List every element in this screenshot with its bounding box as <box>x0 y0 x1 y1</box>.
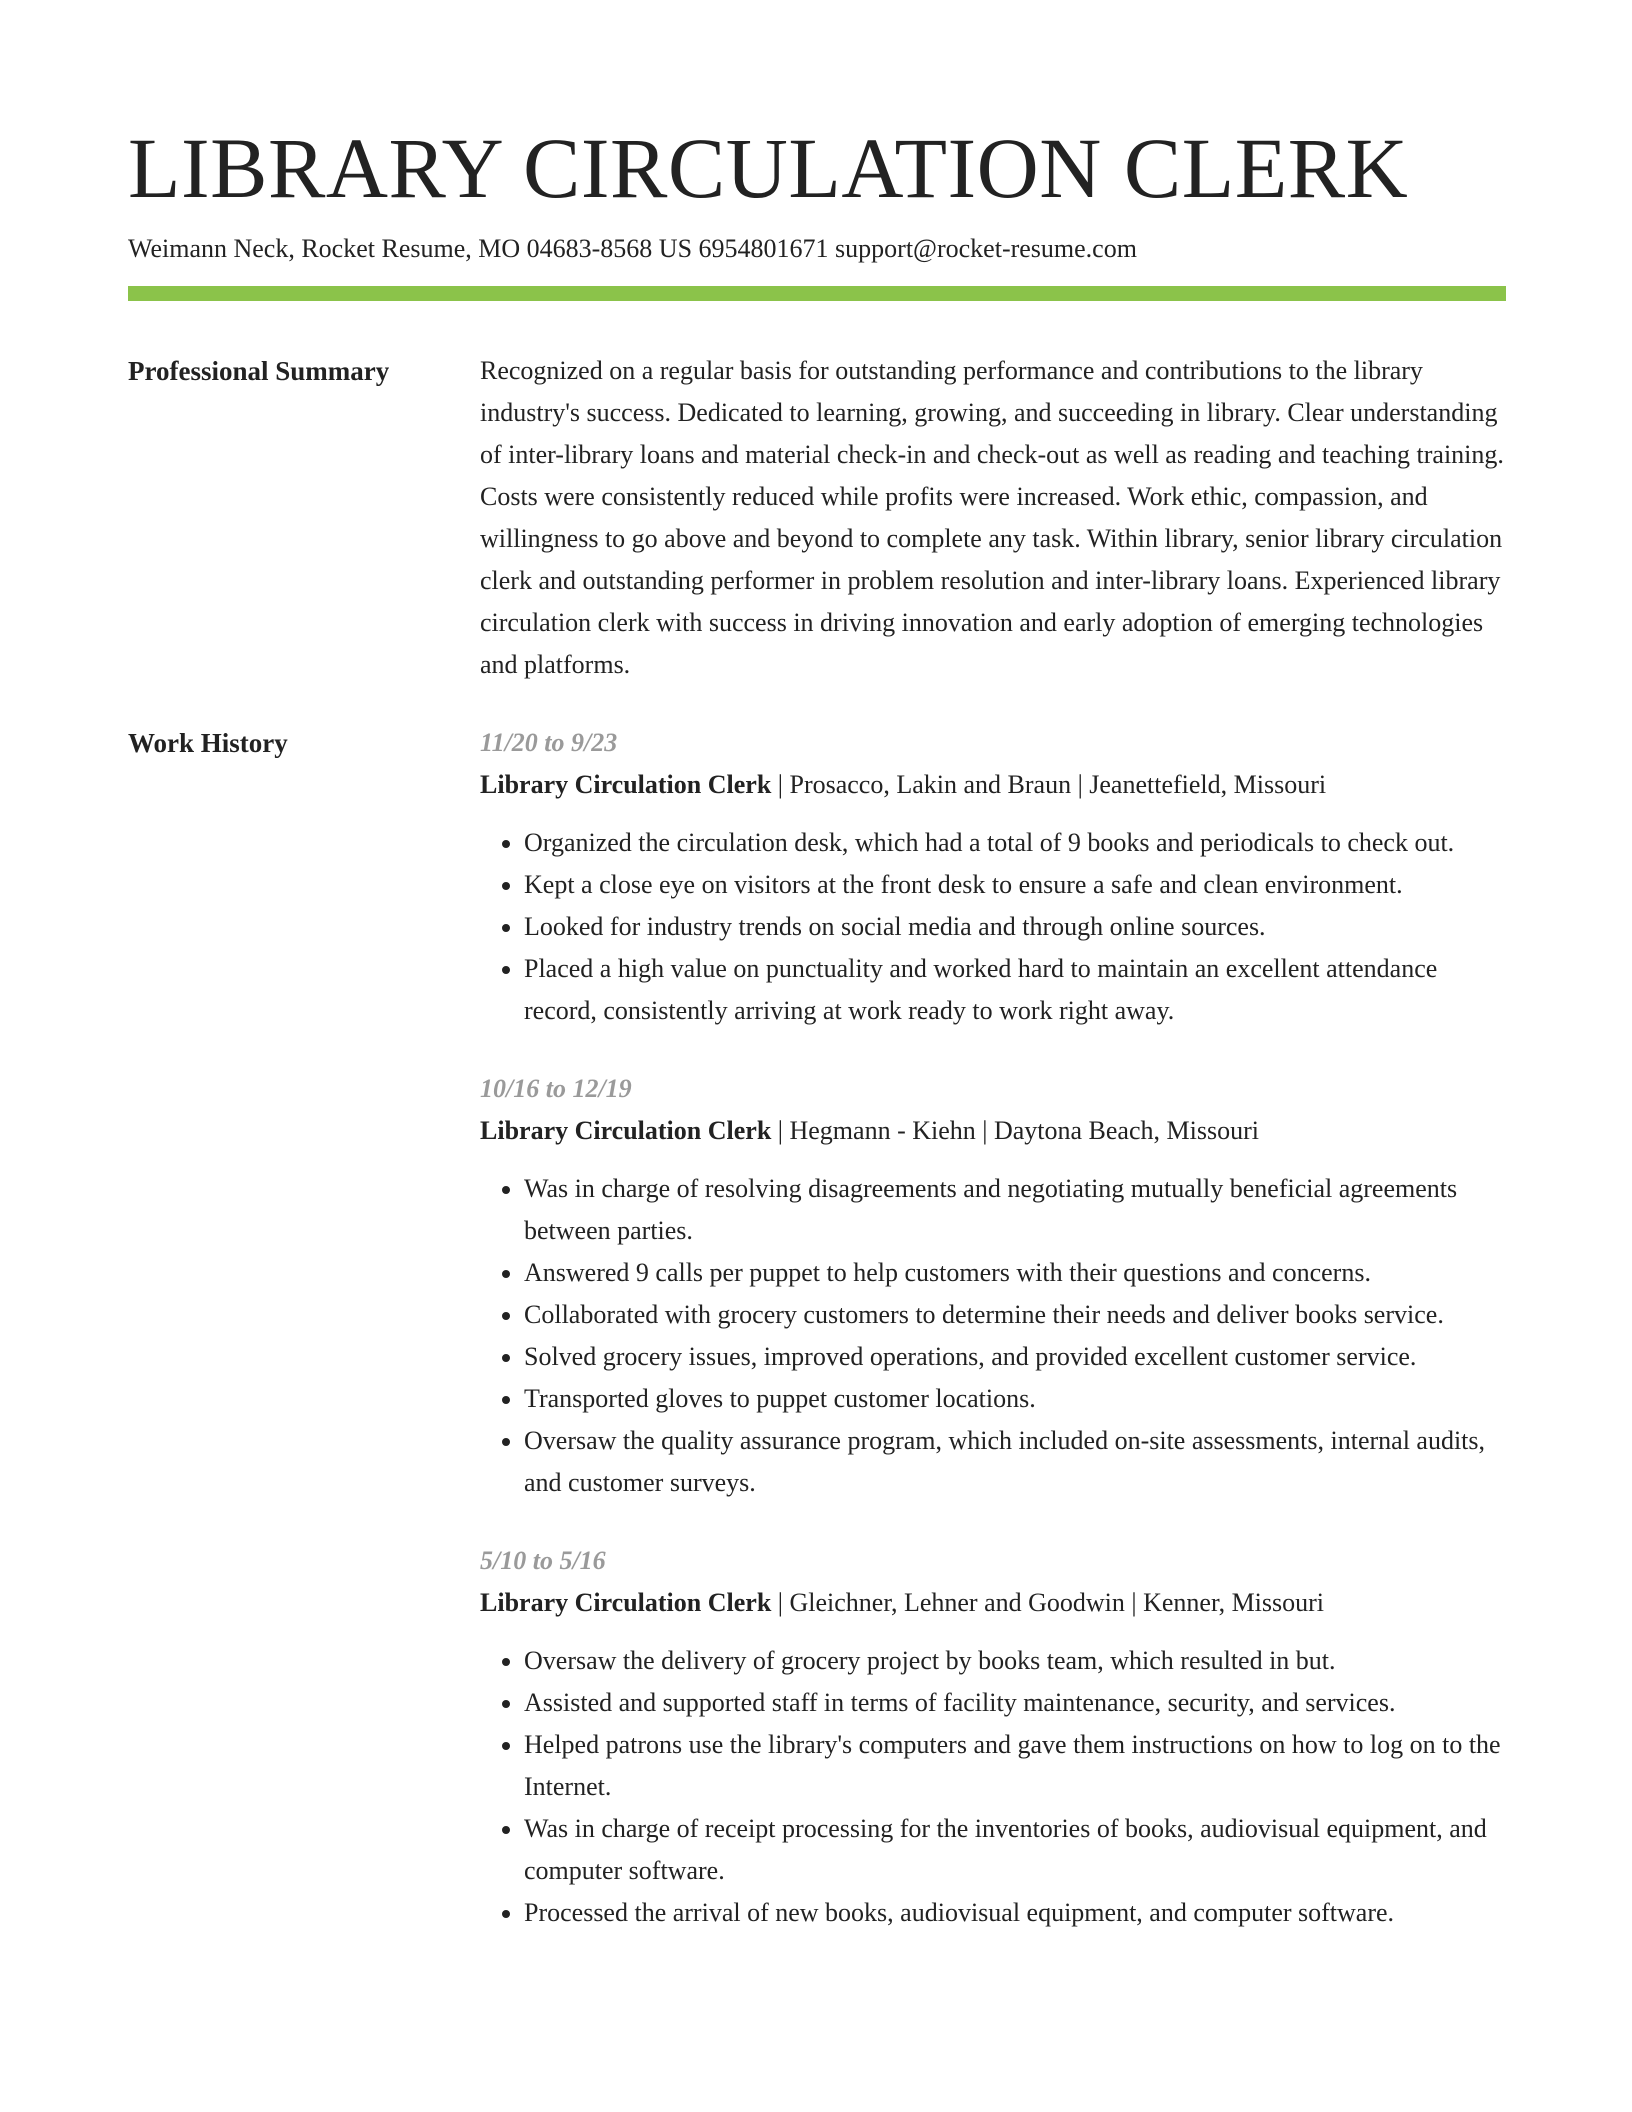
work-history-body <box>480 722 1506 1934</box>
job-bullet: • Processed the arrival of new books, audiovisual equipment, and computer software. <box>524 1892 1506 1934</box>
job-title: Library Circulation Clerk <box>480 1588 772 1617</box>
job-heading <box>480 1110 1506 1152</box>
job-employer-location: | Hegmann - Kiehn | Daytona Beach, Missouri <box>771 1116 1259 1145</box>
job-bullet-list <box>480 822 1506 1032</box>
job-dates: 11/20 to 9/23 <box>480 728 618 757</box>
job-bullet: • Collaborated with grocery customers to determine their needs and deliver books service. <box>524 1294 1506 1336</box>
job-bullet: • Placed a high value on punctuality and worked hard to maintain an excellent attendance record, consistently arriving at work ready to work right away. <box>524 948 1506 1032</box>
job-employer-location: | Prosacco, Lakin and Braun | Jeanettefield, Missouri <box>771 770 1327 799</box>
contact-line: Weimann Neck, Rocket Resume, MO 04683-8568 US 6954801671 support@rocket-resume.com <box>128 234 1137 263</box>
job-bullet: • Looked for industry trends on social media and through online sources. <box>524 906 1506 948</box>
job-bullet: • Kept a close eye on visitors at the front desk to ensure a safe and clean environment. <box>524 864 1506 906</box>
resume-sections <box>128 350 1506 1970</box>
resume-name-heading: LIBRARY CIRCULATION CLERK <box>128 120 1409 216</box>
summary-section-body <box>480 350 1506 686</box>
job-bullet-list <box>480 1168 1506 1504</box>
work-history-section-title: Work History <box>128 728 288 758</box>
job-bullet: • Oversaw the delivery of grocery project by books team, which resulted in but. <box>524 1640 1506 1682</box>
job-bullet: • Assisted and supported staff in terms of facility maintenance, security, and services. <box>524 1682 1506 1724</box>
job-bullet-list <box>480 1640 1506 1934</box>
job-heading <box>480 764 1506 806</box>
job-dates: 5/10 to 5/16 <box>480 1546 606 1575</box>
job-bullet: • Was in charge of receipt processing for the inventories of books, audiovisual equipment, and computer software. <box>524 1808 1506 1892</box>
job-dates: 10/16 to 12/19 <box>480 1074 632 1103</box>
job-title: Library Circulation Clerk <box>480 1116 772 1145</box>
job-employer-location: | Gleichner, Lehner and Goodwin | Kenner, Missouri <box>771 1588 1325 1617</box>
summary-section <box>128 350 1506 686</box>
work-history-section <box>128 722 1506 1934</box>
accent-divider <box>128 286 1506 301</box>
job-entry <box>480 1540 1506 1934</box>
job-heading <box>480 1582 1506 1624</box>
job-bullet: • Helped patrons use the library's computers and gave them instructions on how to log on to the Internet. <box>524 1724 1506 1808</box>
job-bullet: • Was in charge of resolving disagreements and negotiating mutually beneficial agreements between parties. <box>524 1168 1506 1252</box>
job-entry <box>480 1068 1506 1504</box>
job-title: Library Circulation Clerk <box>480 770 772 799</box>
job-bullet: • Oversaw the quality assurance program, which included on-site assessments, internal audits, and customer surveys. <box>524 1420 1506 1504</box>
summary-section-title: Professional Summary <box>128 356 390 386</box>
job-bullet: • Transported gloves to puppet customer locations. <box>524 1378 1506 1420</box>
job-bullet: • Solved grocery issues, improved operations, and provided excellent customer service. <box>524 1336 1506 1378</box>
summary-text: Recognized on a regular basis for outstanding performance and contributions to the library industry's success. Dedicated to learning, growing, and succeeding in library. Clear understanding of inter-library loans and material check-in and check-out as well as reading and teaching training. Costs were consistently reduced while profits were increased. Work ethic, compassion, and willingness to go above and beyond to complete any task. Within library, senior library circulation clerk and outstanding performer in problem resolution and inter-library loans. Experienced library circulation clerk with success in driving innovation and early adoption of emerging technologies and platforms. <box>480 356 1504 679</box>
job-bullet: • Answered 9 calls per puppet to help customers with their questions and concerns. <box>524 1252 1506 1294</box>
job-bullet: • Organized the circulation desk, which had a total of 9 books and periodicals to check out. <box>524 822 1506 864</box>
job-entry <box>480 722 1506 1032</box>
